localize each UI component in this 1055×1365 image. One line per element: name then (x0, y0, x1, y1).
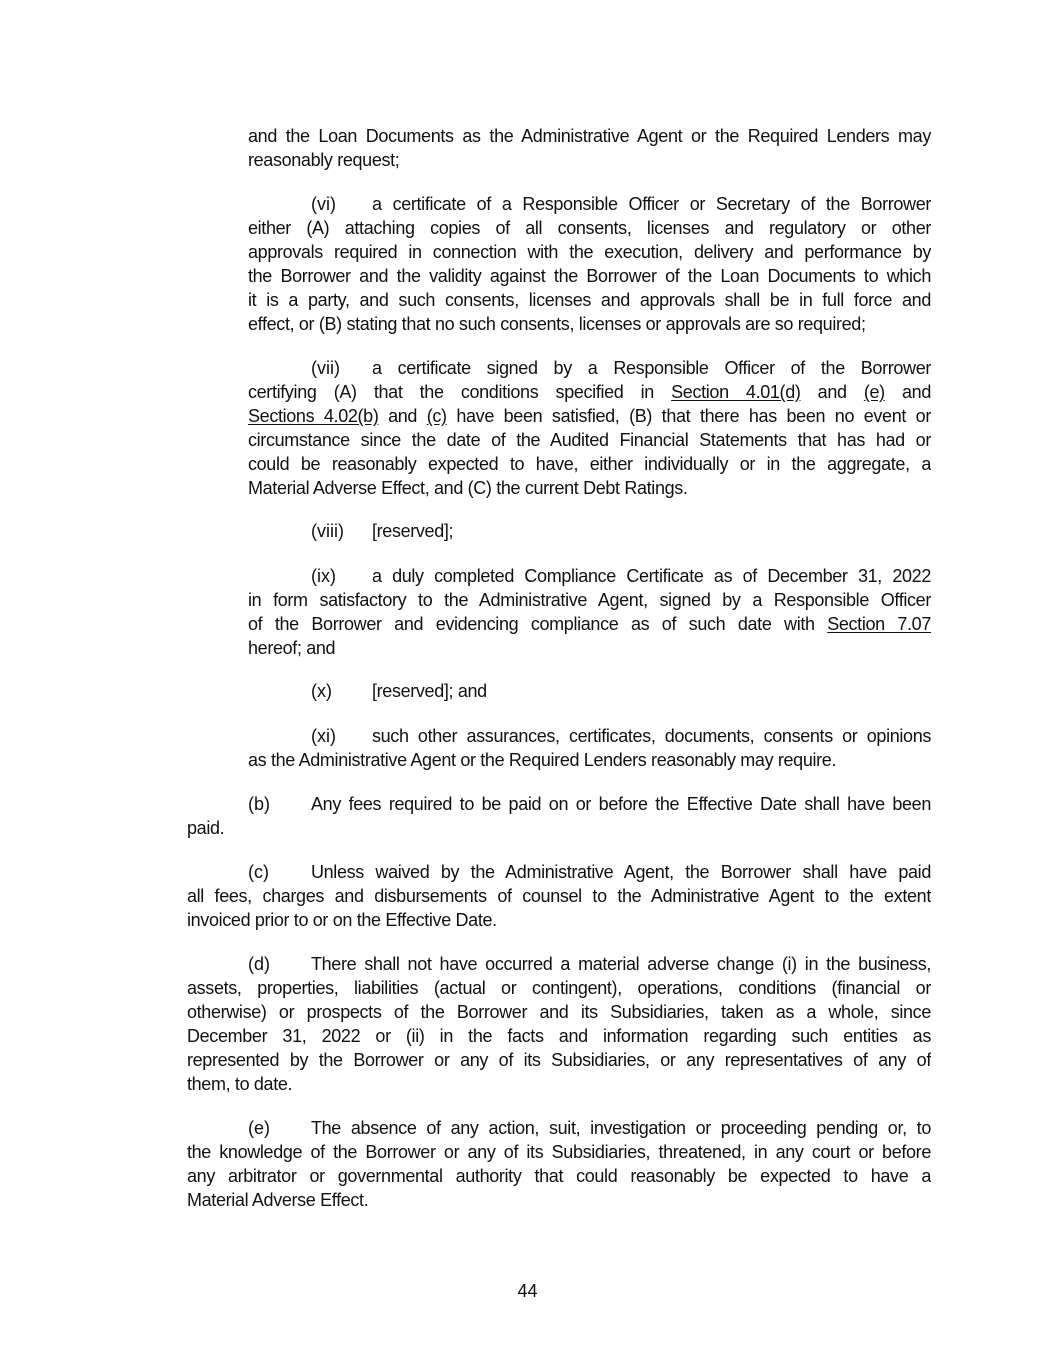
text-line: effect, or (B) stating that no such consents, licenses or approvals are so required; (248, 314, 866, 334)
paragraph-label: (d) (248, 954, 270, 974)
paragraph-label: (c) (248, 862, 269, 882)
text-line (248, 612, 931, 636)
text-line: such other assurances, certificates, documents, consents or opinions (372, 726, 931, 746)
paragraph-label: (xi) (311, 726, 336, 746)
text-line: it is a party, and such consents, licenses and approvals shall be in full force and (248, 290, 931, 310)
text-segment: and (884, 382, 931, 402)
text-line: circumstance since the date of the Audited Financial Statements that has had or (248, 430, 931, 450)
text-line: any arbitrator or governmental authority that could reasonably be expected to have a (187, 1166, 931, 1186)
text-line: the Borrower and the validity against the Borrower of the Loan Documents to which (248, 266, 931, 286)
paragraph-label: (e) (248, 1118, 270, 1138)
paragraph-label: (viii) (311, 521, 344, 541)
section-reference: Section 4.01(d) (671, 382, 801, 402)
text-line: a duly completed Compliance Certificate as of December 31, 2022 (372, 566, 931, 586)
text-line: in form satisfactory to the Administrative Agent, signed by a Responsible Officer (248, 590, 931, 610)
section-reference: Section 7.07 (827, 614, 931, 634)
page-number: 44 (517, 1281, 538, 1301)
paragraph-label: (ix) (311, 566, 336, 586)
section-reference: (c) (426, 406, 447, 426)
text-line: could be reasonably expected to have, either individually or in the aggregate, a (248, 454, 931, 474)
text-line: Material Adverse Effect. (187, 1190, 369, 1210)
paragraph-label: (b) (248, 794, 270, 814)
text-segment: have been satisfied, (B) that there has been no event or (446, 406, 931, 426)
text-line: them, to date. (187, 1074, 293, 1094)
text-line: There shall not have occurred a material adverse change (i) in the business, (311, 954, 931, 974)
text-line: hereof; and (248, 638, 336, 658)
text-line: Unless waived by the Administrative Agent, the Borrower shall have paid (311, 862, 931, 882)
paragraph-label: (vii) (311, 358, 340, 378)
text-line: December 31, 2022 or (ii) in the facts and information regarding such entities as (187, 1026, 931, 1046)
text-line: and the Loan Documents as the Administrative Agent or the Required Lenders may (248, 126, 931, 146)
text-line: [reserved]; (372, 521, 454, 541)
text-line (248, 404, 931, 428)
text-line: a certificate of a Responsible Officer or Secretary of the Borrower (372, 194, 931, 214)
section-reference: Sections 4.02(b) (248, 406, 379, 426)
text-line: reasonably request; (248, 150, 400, 170)
section-reference: (e) (863, 382, 885, 402)
text-segment: and (378, 406, 427, 426)
text-segment: of the Borrower and evidencing compliance as of such date with (248, 614, 828, 634)
text-line: Material Adverse Effect, and (C) the current Debt Ratings. (248, 478, 688, 498)
text-line: otherwise) or prospects of the Borrower and its Subsidiaries, taken as a whole, since (187, 1002, 931, 1022)
text-line: a certificate signed by a Responsible Officer of the Borrower (372, 358, 931, 378)
text-segment: certifying (A) that the conditions specified in (248, 382, 672, 402)
text-line: paid. (187, 818, 225, 838)
paragraph-label: (vi) (311, 194, 336, 214)
text-line: either (A) attaching copies of all consents, licenses and regulatory or other (248, 218, 931, 238)
text-line (248, 380, 931, 404)
text-line: as the Administrative Agent or the Required Lenders reasonably may require. (248, 750, 837, 770)
text-line: The absence of any action, suit, investigation or proceeding pending or, to (311, 1118, 931, 1138)
text-line: [reserved]; and (372, 681, 487, 701)
text-line: approvals required in connection with the execution, delivery and performance by (248, 242, 931, 262)
text-line: the knowledge of the Borrower or any of its Subsidiaries, threatened, in any court or before (187, 1142, 931, 1162)
text-line: assets, properties, liabilities (actual or contingent), operations, conditions (financial or (187, 978, 931, 998)
paragraph-label: (x) (311, 681, 332, 701)
text-line: represented by the Borrower or any of its Subsidiaries, or any representatives of any of (187, 1050, 931, 1070)
text-line: invoiced prior to or on the Effective Date. (187, 910, 497, 930)
text-segment: and (800, 382, 864, 402)
text-line: Any fees required to be paid on or before the Effective Date shall have been (311, 794, 931, 814)
text-line: all fees, charges and disbursements of counsel to the Administrative Agent to the extent (187, 886, 931, 906)
